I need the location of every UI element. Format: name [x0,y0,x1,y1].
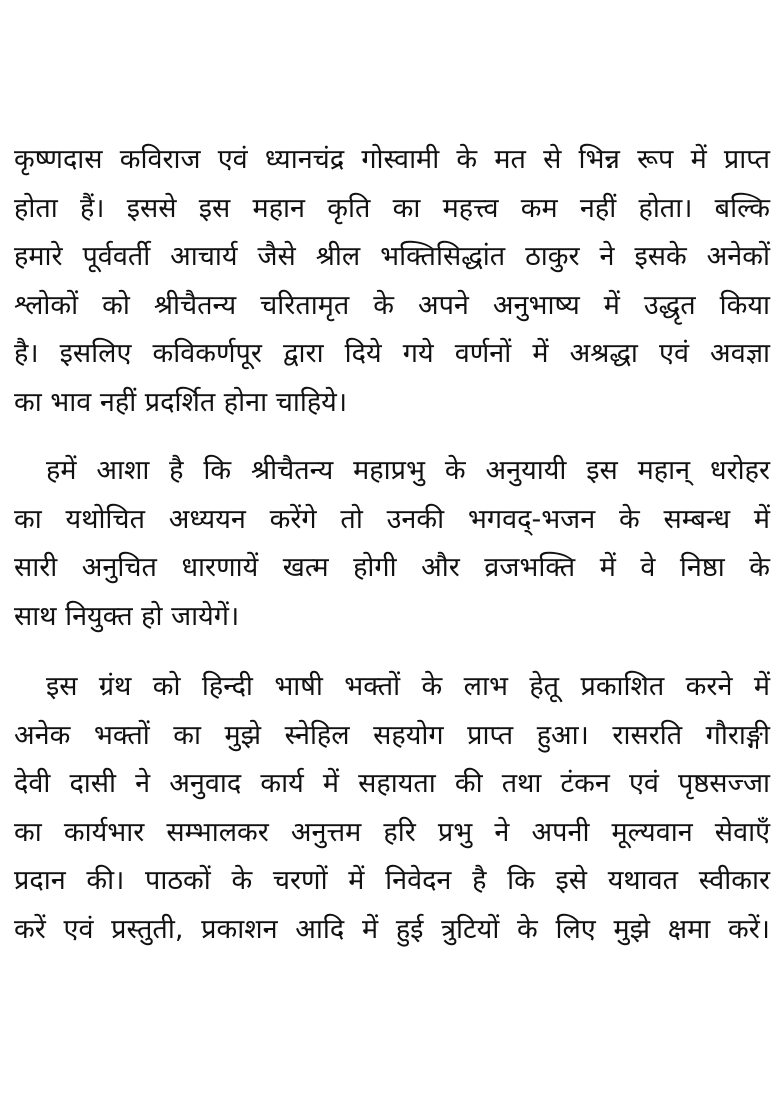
text-line: देवी दासी ने अनुवाद कार्य में सहायता की तथा टंकन एवं पृष्ठसज्जा [14,768,770,799]
text-line: है। इसलिए कविकर्णपूर द्वारा दिये गये वर्णनों में अश्रद्धा एवं अवज्ञा [14,338,770,369]
text-line: श्लोकों को श्रीचैतन्य चरितामृत के अपने अनुभाष्य में उद्धृत किया [14,289,770,321]
text-line: हमें आशा है कि श्रीचैतन्य महाप्रभु के अनुयायी इस महान् धरोहर [46,455,770,486]
text-line: प्रदान की। पाठकों के चरणों में निवेदन है कि इसे यथावत स्वीकार [14,865,770,896]
text-line: का कार्यभार सम्भालकर अनुत्तम हरि प्रभु ने अपनी मूल्यवान सेवाएँ [14,816,770,848]
text-line: इस ग्रंथ को हिन्दी भाषी भक्तों के लाभ हेतू प्रकाशित करने में [46,671,770,702]
paragraph-1 [14,136,770,427]
text-line: साथ नियुक्त हो जायेगें। [14,600,240,632]
text-line: करें एवं प्रस्तुती, प्रकाशन आदि में हुई त्रुटियों के लिए मुझे क्षमा करें। [14,913,770,945]
text-line: का भाव नहीं प्रदर्शित होना चाहिये। [14,386,348,418]
text-line: कृष्णदास कविराज एवं ध्यानचंद्र गोस्वामी के मत से भिन्न रूप में प्राप्त [14,144,770,175]
text-line: का यथोचित अध्ययन करेंगे तो उनकी भगवद्-भजन के सम्बन्ध में [14,503,770,535]
text-line: सारी अनुचित धारणायें खत्म होगी और व्रजभक्ति में वे निष्ठा के [14,552,770,583]
text-line: हमारे पूर्ववर्ती आचार्य जैसे श्रील भक्तिसिद्धांत ठाकुर ने इसके अनेकों [14,241,770,272]
paragraph-3 [14,663,770,954]
paragraph-2 [14,447,770,641]
text-line: होता हैं। इससे इस महान कृति का महत्त्व कम नहीं होता। बल्कि [14,192,770,224]
document-page [14,136,770,954]
text-line: अनेक भक्तों का मुझे स्नेहिल सहयोग प्राप्त हुआ। रासरति गौराङ्गी [14,719,770,751]
